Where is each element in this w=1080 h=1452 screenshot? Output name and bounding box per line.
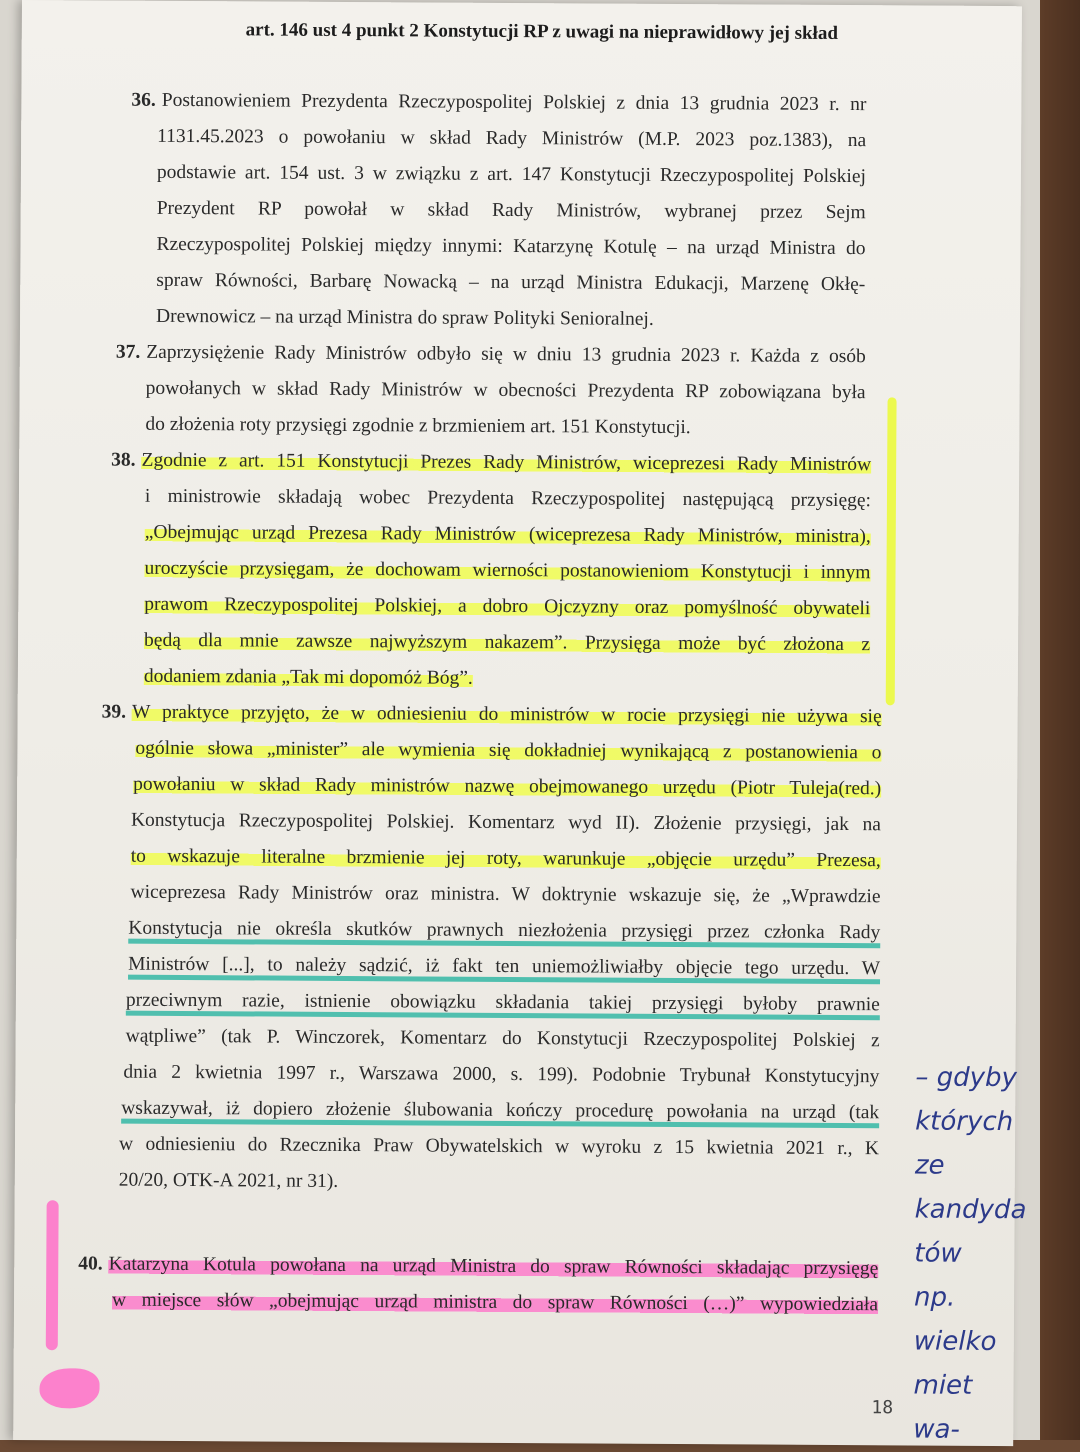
paragraph-37: 37. Zaprzysiężenie Rady Ministrów odbyło się w dniu 13 grudnia 2023 r. Każda z osób powołanych w skład Rady Ministrów w obecności Prezydenta RP zobowiązana była do złożenia roty przysięgi zgodnie z brzmieniem art. 151 Konstytucji. bbox=[115, 341, 866, 439]
paragraph-number: 38. bbox=[111, 449, 136, 471]
document-page bbox=[13, 0, 1027, 1446]
paragraph-number: 40. bbox=[78, 1253, 103, 1275]
paragraph-number: 36. bbox=[131, 89, 156, 111]
paragraph-number: 39. bbox=[101, 701, 127, 723]
page-number: 18 bbox=[871, 1397, 894, 1419]
paragraph-40: 40. Katarzyna Kotula powołana na urząd Ministra do spraw Równości składając przysięgę w miejsce słów „obejmując urząd ministra do spraw Równości (…)” wypowiedziała bbox=[78, 1253, 879, 1316]
handwritten-note: – gdyby których ze kandyda tów np. wielko miet wa- bbox=[913, 1062, 1027, 1445]
page-header: art. 146 ust 4 punkt 2 Konstytucji RP z uwagi na nieprawidłowy jej skład bbox=[245, 19, 838, 44]
paragraph-number: 37. bbox=[115, 341, 141, 363]
paragraph-36: 36. Postanowieniem Prezydenta Rzeczypospolitej Polskiej z dnia 13 grudnia 2023 r. nr 1131.45.2023 o powołaniu w skład Rady Ministrów (M.P. 2023 poz.1383), na podstawie art. 154 ust. 3 w związku z art. 147 Konstytucji Rzeczypospolitej Polskiej Prezydent RP powołał w skład Rady Ministrów, wybranej przez Sejm Rzeczypospolitej Polskiej między innymi: Katarzynę Kotulę – na urząd Ministra do spraw Równości, Barbarę Nowacką – na urząd Ministra Edukacji, Marzenę Okłę- Drewnowicz – na urząd Ministra do spraw Polityki Senioralnej. bbox=[131, 89, 867, 330]
paragraph-39: 39. W praktyce przyjęto, że w odniesieniu do ministrów w rocie przysięgi nie używa się ogólnie słowa „minister” ale wymienia się dokładniej wynikającą z postanowienia o powołaniu w skład Rady ministrów nazwę obejmowanego urzędu (Piotr Tuleja(red.) Konstytucja Rzeczypospolitej Polskiej. Komentarz wyd II). Złożenie przysięgi, jak na to wskazuje literalne brzmienie jej roty, warunkuje „objęcie urzędu” Prezesa, wiceprezesa Rady Ministrów oraz ministra. W doktrynie wskazuje się, że „Wprawdzie Konstytucja nie określa skutków prawnych niezłożenia przysięgi przez członka Rady Ministrów [...], to należy sądzić, iż fakt ten uniemożliwiałby objęcie tego urzędu. W przeciwnym razie, istnienie obowiązku składania takiej przysięgi byłoby prawnie wątpliwe” (tak P. Winczorek, Komentarz do Konstytucji Rzeczypospolitej Polskiej z dnia 2 kwietnia 1997 r., Warszawa 2000, s. 199). Podobnie Trybunał Konstytucyjny wskazywał, iż dopiero złożenie ślubowania kończy procedurę powołania na urząd (tak w odniesieniu do Rzecznika Praw Obywatelskich w wyroku z 15 kwietnia 2021 r., K 20/20, OTK-A 2021, nr 31). bbox=[101, 701, 882, 1192]
pink-marker-blob bbox=[39, 1368, 99, 1408]
yellow-margin-mark bbox=[886, 397, 897, 705]
pink-margin-mark bbox=[46, 1200, 59, 1350]
paragraph-38: 38. Zgodnie z art. 151 Konstytucji Prezes Rady Ministrów, wiceprezesi Rady Ministrów i ministrowie składają wobec Prezydenta Rzeczypospolitej następującą przysięgę: „Obejmując urząd Prezesa Rady Ministrów (wiceprezesa Rady Ministrów, ministra), uroczyście przysięgam, że dochowam wierności postanowieniom Konstytucji i innym prawom Rzeczypospolitej Polskiej, a dobro Ojczyzny oraz pomyślność obywateli będą dla mnie zawsze najwyższym nakazem”. Przysięga może być złożona z dodaniem zdania „Tak mi dopomóż Bóg”. bbox=[111, 449, 872, 689]
